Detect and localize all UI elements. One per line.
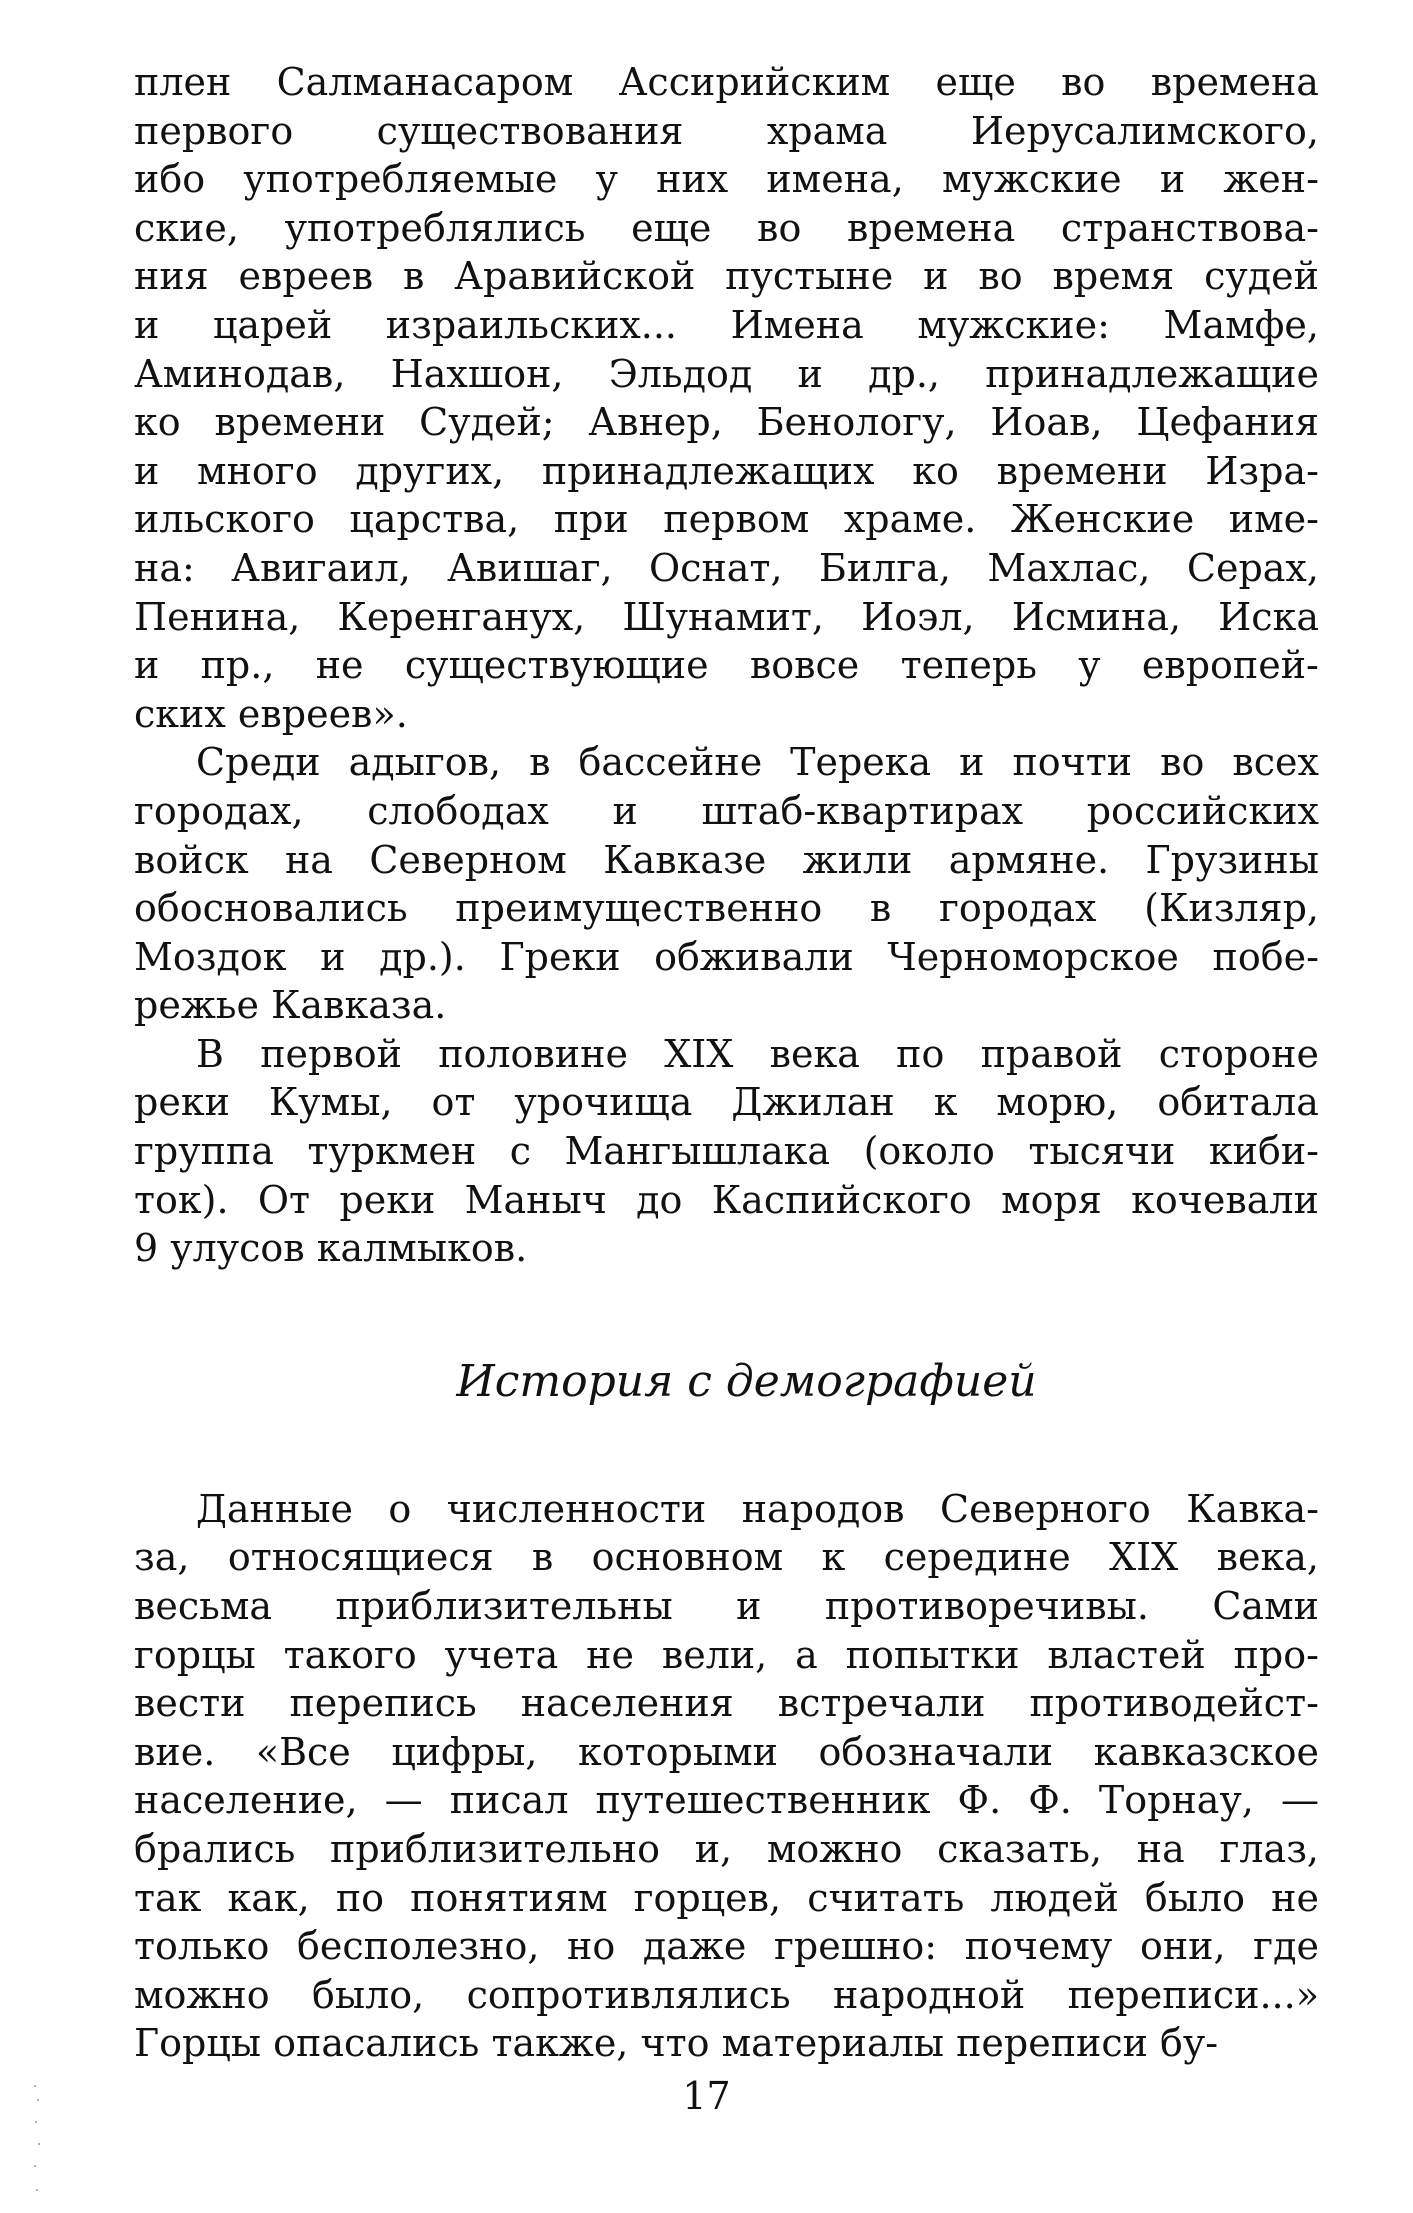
text-line: Моздок и др.). Греки обживали Черноморское побе- [134,934,1319,979]
text-line: весьма приблизительны и противоречивы. Сами [134,1584,1319,1629]
text-line: В первой половине XIX века по правой стороне [196,1031,1319,1076]
scan-specks [34,2085,40,2195]
text-line: ния евреев в Аравийской пустыне и во время судей [134,254,1319,299]
text-line: ток). От реки Маныч до Каспийского моря кочевали [134,1177,1319,1222]
text-line: первого существования храма Иерусалимского, [134,108,1319,153]
text-line: 9 улусов калмыков. [134,1226,528,1271]
text-line: городах, слободах и штаб-квартирах российских [134,788,1319,833]
text-line: плен Салманасаром Ассирийским еще во времена [134,60,1319,104]
text-line: население, — писал путешественник Ф. Ф. Торнау, — [134,1778,1319,1823]
text-line: ские, употреблялись еще во времена странствова- [134,205,1319,250]
text-line: Горцы опасались также, что материалы переписи бу- [134,2021,1219,2066]
text-line: и много других, принадлежащих ко времени Изра- [134,448,1319,493]
text-line: и царей израильских... Имена мужские: Мамфе, [134,302,1319,347]
text-line: войск на Северном Кавказе жили армяне. Грузины [134,837,1319,882]
page-body [134,58,1319,2068]
section-heading: История с демографией [456,1355,1037,1407]
text-line: обосновались преимущественно в городах (Кизляр, [134,886,1319,931]
text-line: за, относящиеся в основном к середине XIX века, [134,1535,1319,1580]
text-line: ских евреев». [134,691,408,736]
text-line: вие. «Все цифры, которыми обозначали кавказское [134,1729,1319,1774]
text-line: ко времени Судей; Авнер, Бенологу, Иоав, Цефания [134,400,1319,445]
paragraph-p2 [134,738,1319,1030]
text-line: Среди адыгов, в бассейне Терека и почти во всех [196,740,1319,785]
text-line: горцы такого учета не вели, а попытки властей про- [134,1632,1319,1677]
text-line: Пенина, Керенганух, Шунамит, Иоэл, Исмина, Иска [134,594,1319,639]
text-line: на: Авигаил, Авишаг, Оснат, Билга, Махлас, Серах, [134,545,1319,590]
text-line: реки Кумы, от урочища Джилан к морю, обитала [134,1080,1319,1125]
text-line: ибо употребляемые у них имена, мужские и жен- [134,157,1319,202]
text-line: и пр., не существующие вовсе теперь у европей- [134,643,1319,688]
text-line: ильского царства, при первом храме. Женские име- [134,497,1319,542]
text-line: Аминодав, Нахшон, Эльдод и др., принадлежащие [134,351,1319,396]
text-line: Данные о численности народов Северного Кавка- [196,1486,1319,1531]
text-line: можно было, сопротивлялись народной переписи...» [134,1972,1319,2017]
text-after-heading [134,1485,1319,2068]
paragraph-p4 [134,1485,1319,2068]
text-line: брались приблизительно и, можно сказать, на глаз, [134,1827,1319,1871]
text-line: режье Кавказа. [134,983,447,1028]
page-number: 17 [682,2074,731,2118]
paragraph-p1 [134,58,1319,738]
text-before-heading [134,58,1319,1273]
text-line: так как, по понятиям горцев, считать людей было не [134,1875,1319,1920]
paragraph-p3 [134,1030,1319,1273]
text-line: только бесполезно, но даже грешно: почему они, где [134,1924,1319,1969]
text-line: вести перепись населения встречали противодейст- [134,1681,1319,1726]
text-line: группа туркмен с Мангышлака (около тысячи киби- [134,1129,1319,1174]
